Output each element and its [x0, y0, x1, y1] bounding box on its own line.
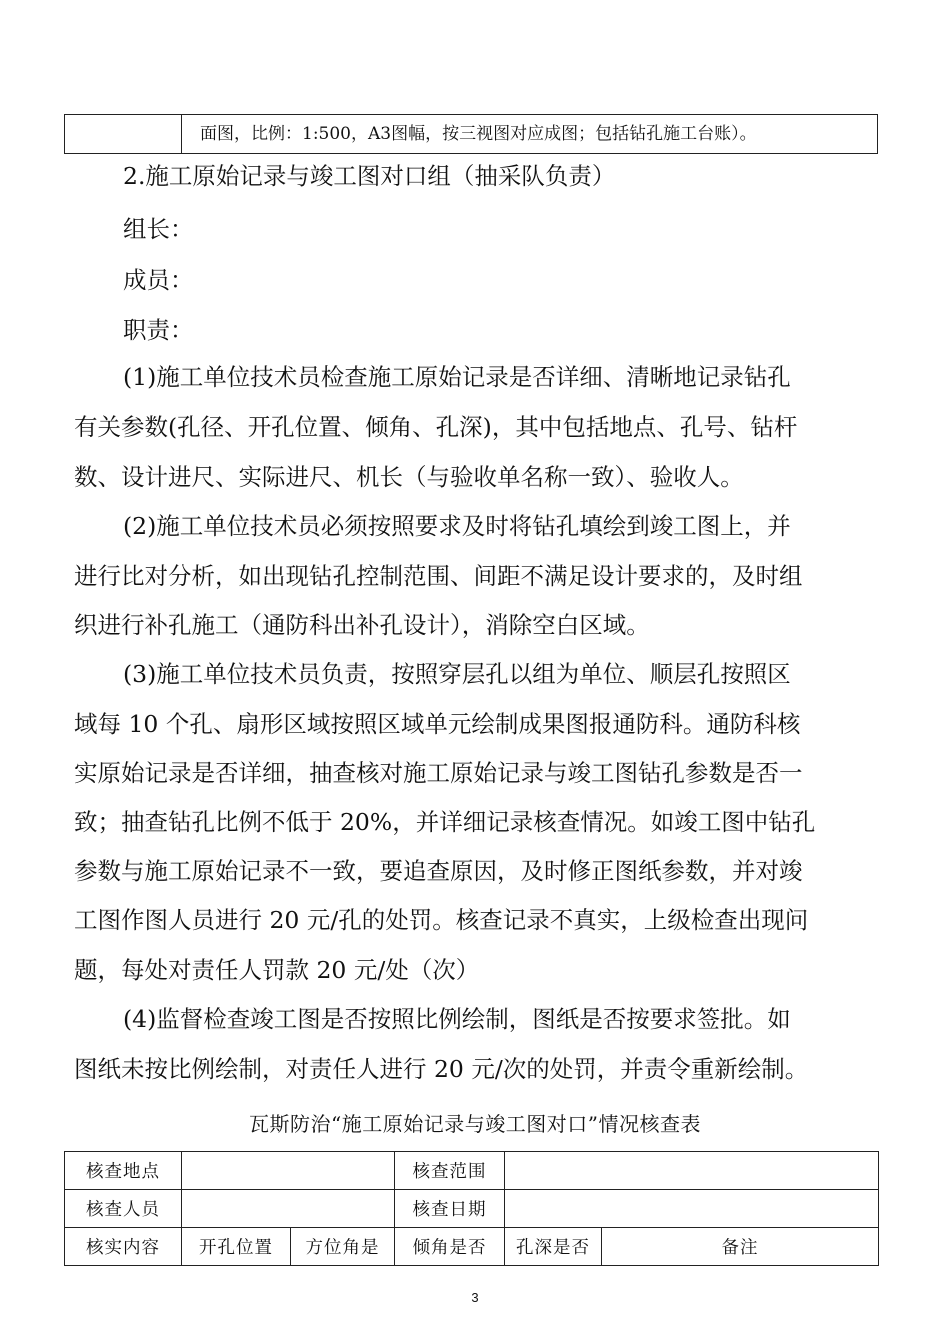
- para3-line4: 致；抽查钻孔比例不低于 20%，并详细记录核查情况。如竣工图中钻孔: [74, 808, 816, 836]
- check-date-value: [505, 1190, 879, 1228]
- para1-line2: 有关参数(孔径、开孔位置、倾角、孔深)，其中包括地点、孔号、钻杆: [74, 413, 798, 441]
- check-table: [64, 1151, 879, 1266]
- header-remarks: 备注: [602, 1228, 879, 1266]
- para3-line1: (3)施工单位技术员负责，按照穿层孔以组为单位、顺层孔按照区: [123, 660, 791, 688]
- para3-line7: 题，每处对责任人罚款 20 元/处（次）: [74, 956, 480, 984]
- check-location-value: [182, 1152, 395, 1190]
- para3-line6: 工图作图人员进行 20 元/孔的处罚。核查记录不真实，上级检查出现问: [74, 906, 809, 934]
- header-hole-depth: 孔深是否: [505, 1228, 602, 1266]
- leader-label: 组长：: [123, 215, 194, 243]
- para4-line2: 图纸未按比例绘制，对责任人进行 20 元/次的处罚，并责令重新绘制。: [74, 1055, 809, 1083]
- top-table-empty-cell: [65, 115, 182, 153]
- duties-label: 职责：: [123, 316, 194, 344]
- para2-line1: (2)施工单位技术员必须按照要求及时将钻孔填绘到竣工图上，并: [123, 512, 791, 540]
- page-number: 3: [471, 1290, 479, 1305]
- top-table-text-cell: 面图，比例：1:500，A3图幅，按三视图对应成图；包括钻孔施工台账）。: [200, 124, 757, 144]
- check-scope-value: [505, 1152, 879, 1190]
- header-hole-position: 开孔位置: [182, 1228, 291, 1266]
- header-verify-content: 核实内容: [65, 1228, 182, 1266]
- check-personnel-value: [182, 1190, 395, 1228]
- check-date-label: 核查日期: [395, 1190, 505, 1228]
- top-table-fragment: [64, 114, 878, 154]
- check-scope-label: 核查范围: [395, 1152, 505, 1190]
- table-caption: 瓦斯防治“施工原始记录与竣工图对口”情况核查表: [249, 1112, 701, 1136]
- para4-line1: (4)监督检查竣工图是否按照比例绘制，图纸是否按要求签批。如: [123, 1005, 791, 1033]
- para3-line5: 参数与施工原始记录不一致，要追查原因，及时修正图纸参数，并对竣: [74, 857, 803, 885]
- section-heading: 2.施工原始记录与竣工图对口组（抽采队负责）: [123, 162, 616, 190]
- para1-line3: 数、设计进尺、实际进尺、机长（与验收单名称一致）、验收人。: [74, 463, 744, 491]
- para3-line2: 域每 10 个孔、扇形区域按照区域单元绘制成果图报通防科。通防科核: [74, 710, 801, 738]
- para3-line3: 实原始记录是否详细，抽查核对施工原始记录与竣工图钻孔参数是否一: [74, 759, 803, 787]
- check-location-label: 核查地点: [65, 1152, 182, 1190]
- table-row: [65, 1190, 879, 1228]
- para1-line1: (1)施工单位技术员检查施工原始记录是否详细、清晰地记录钻孔: [123, 363, 791, 391]
- table-row: [65, 1152, 879, 1190]
- header-inclination: 倾角是否: [395, 1228, 505, 1266]
- para2-line3: 织进行补孔施工（通防科出补孔设计），消除空白区域。: [74, 611, 650, 639]
- check-personnel-label: 核查人员: [65, 1190, 182, 1228]
- para2-line2: 进行比对分析，如出现钻孔控制范围、间距不满足设计要求的，及时组: [74, 562, 803, 590]
- header-azimuth: 方位角是: [291, 1228, 395, 1266]
- table-row: [65, 1228, 879, 1266]
- members-label: 成员：: [123, 266, 194, 294]
